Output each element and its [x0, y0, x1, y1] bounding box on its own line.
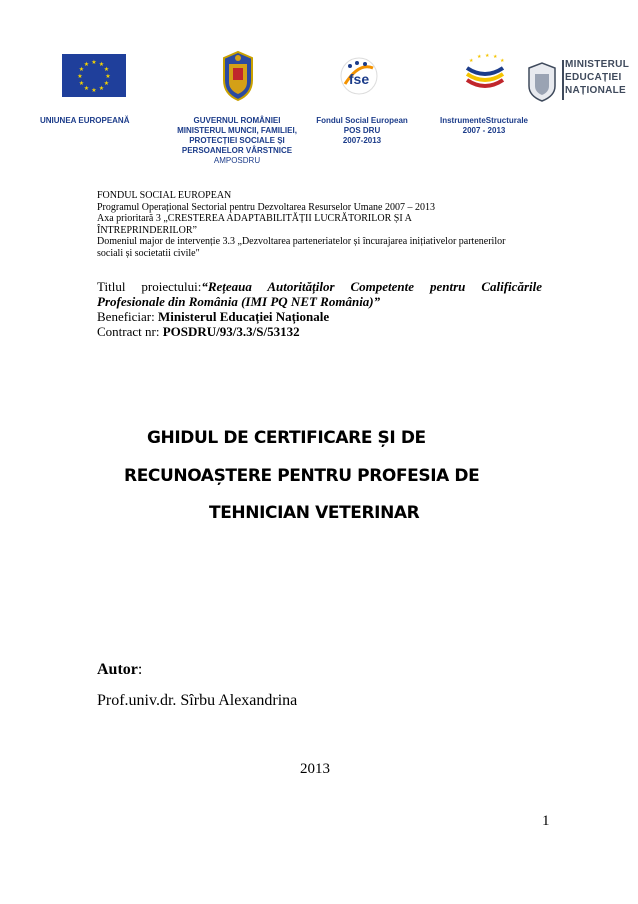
- eu-stars-icon: [62, 54, 126, 97]
- author-label: Autor:: [97, 661, 143, 678]
- svg-text:★: ★: [91, 59, 97, 66]
- svg-text:★: ★: [83, 85, 90, 92]
- svg-text:★: ★: [78, 80, 85, 87]
- page-number: 1: [542, 813, 550, 829]
- fse-mark: fse: [348, 71, 370, 87]
- svg-text:★: ★: [105, 73, 111, 80]
- eu-flag-logo: [62, 54, 126, 97]
- svg-text:★: ★: [91, 87, 97, 94]
- ministry-crest-icon: [525, 62, 561, 102]
- program-info: FONDUL SOCIAL EUROPEAN Programul Operațional Sectorial pentru Dezvoltarea Resurselor Umane 2007 – 2013 Axa prioritară 3 „CRESTEREA ADAPTABILITĂȚII LUCRĂTORILOR ȘI A ÎNTREPRINDERILOR” Domeniul major de intervenție 3.3 „Dezvoltarea parteneriatelor și încurajarea inițiativelor partenerilor sociali și societatii civile": [97, 190, 506, 259]
- beneficiary: Beneficiar: Ministerul Educației Naționale: [97, 309, 330, 324]
- project-title-line1: Titlul proiectului:“Rețeaua Autorităților Competente pentru Calificările: [97, 279, 542, 294]
- svg-text:★: ★: [493, 54, 498, 60]
- svg-text:★: ★: [98, 85, 105, 92]
- ministry-divider: [562, 60, 564, 100]
- svg-text:★: ★: [469, 58, 474, 64]
- svg-text:★: ★: [83, 61, 90, 68]
- svg-text:★: ★: [77, 73, 83, 80]
- project-title-line2: Profesionale din România (IMI PQ NET România)”: [97, 294, 381, 309]
- svg-text:★: ★: [477, 54, 482, 60]
- ministry-education-logo: [525, 58, 635, 104]
- project-info: [97, 279, 542, 339]
- romania-coat-of-arms-logo: [218, 50, 258, 102]
- contract: Contract nr: POSDRU/93/3.3/S/53132: [97, 324, 300, 339]
- fse-caption: Fondul Social European POS DRU 2007-2013: [316, 116, 408, 145]
- svg-text:★: ★: [103, 66, 110, 73]
- document-year: 2013: [300, 761, 330, 777]
- ministry-text: MINISTERUL EDUCAȚIEI NAȚIONALE: [565, 59, 630, 96]
- main-title-line1: GHIDUL DE CERTIFICARE ȘI DE: [147, 428, 426, 448]
- svg-text:★: ★: [98, 61, 105, 68]
- author-name: Prof.univ.dr. Sîrbu Alexandrina: [97, 692, 298, 709]
- main-title-line3: TEHNICIAN VETERINAR: [209, 503, 420, 523]
- structural-instruments-logo: [459, 50, 511, 102]
- fse-logo: [336, 54, 382, 98]
- is-caption: InstrumenteStructurale 2007 - 2013: [439, 116, 529, 135]
- gov-caption: GUVERNUL ROMÂNIEI MINISTERUL MUNCII, FAMILIEI, PROTECȚIEI SOCIALE ȘI PERSOANELOR VÂRSTNICE AMPOSDRU: [177, 116, 297, 165]
- svg-text:★: ★: [500, 58, 505, 64]
- main-title-line2: RECUNOAȘTERE PENTRU PROFESIA DE: [124, 466, 480, 486]
- eu-caption: UNIUNEA EUROPEANĂ: [40, 116, 130, 125]
- svg-text:★: ★: [485, 53, 490, 59]
- svg-text:★: ★: [78, 66, 85, 73]
- svg-text:★: ★: [103, 80, 110, 87]
